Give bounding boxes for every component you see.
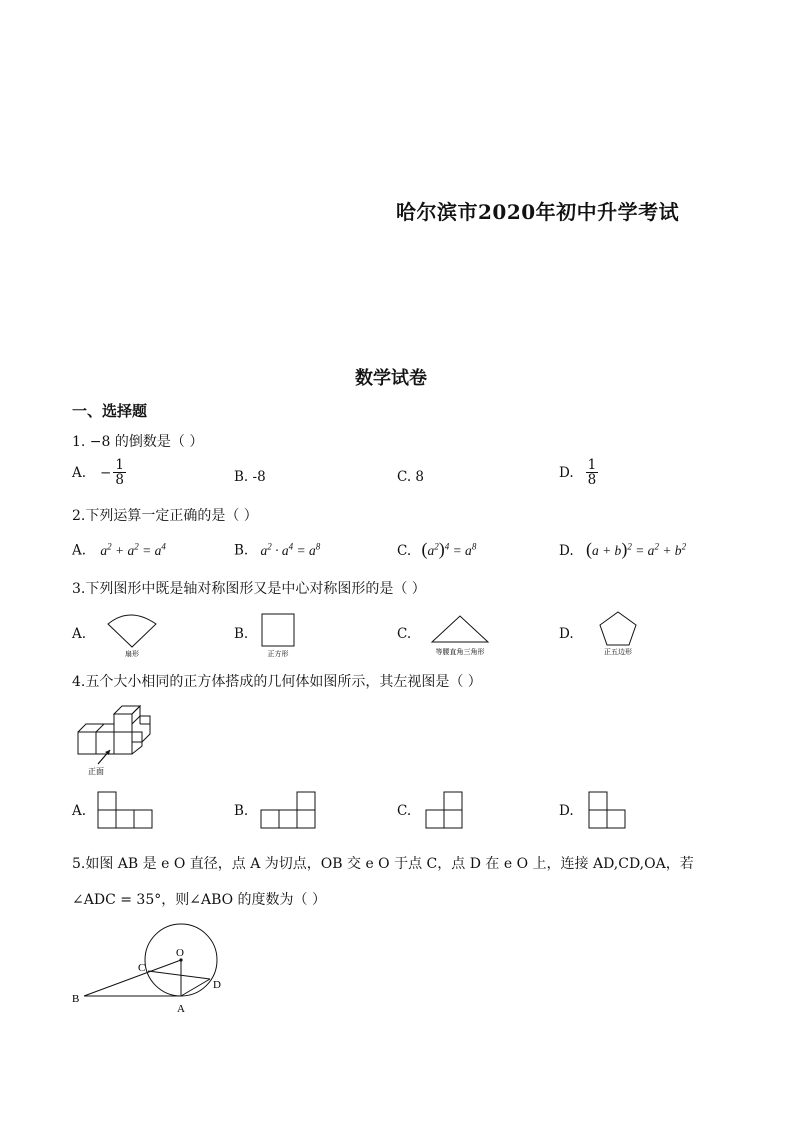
q2-option-a-label: A. [72, 542, 87, 559]
q2-option-d-expr: $(a + b)^2 = a^2 + b^2$ [585, 539, 687, 559]
question-2-stem: 2.下列运算一定正确的是（ ） [72, 508, 258, 524]
paper-title: 数学试卷 [355, 368, 427, 389]
question-3-stem: 3.下列图形中既是轴对称图形又是中心对称图形的是（ ） [72, 581, 426, 597]
q3-option-a-label[interactable]: A. [72, 626, 87, 642]
q2-option-b-label: B. [234, 542, 249, 559]
q3-option-c-label[interactable]: C. [397, 626, 412, 642]
q1-option-d-fraction [586, 458, 599, 487]
regular-pentagon-figure [590, 608, 646, 658]
q2-option-c-label: C. [397, 543, 412, 559]
q2-option-a-expr: $a^2 + a^2 = a^4$ [100, 541, 166, 558]
pentagon-caption: 正五边形 [604, 648, 632, 656]
question-1-stem: 1. −8 的倒数是（ ） [72, 434, 204, 450]
question-5-line-1: 5.如图 AB 是 e O 直径，点 A 为切点，OB 交 e O 于点 C，点 D 在 e O 上，连接 AD,CD,OA，若 [72, 856, 694, 872]
q2-option-d-label: D. [559, 543, 574, 559]
q4-option-a-label[interactable]: A. [72, 803, 87, 819]
sector-figure [100, 610, 170, 658]
q1-option-a[interactable] [72, 458, 128, 487]
q4-option-a-view [96, 790, 156, 830]
q3-option-d-label[interactable]: D. [559, 626, 574, 642]
q3-option-b-label[interactable]: B. [234, 626, 249, 642]
q2-option-b[interactable] [234, 541, 320, 559]
q4-option-b-view [259, 790, 319, 830]
square-figure [254, 610, 304, 658]
q1-a-numerator: 1 [115, 457, 124, 473]
q1-option-d-label: D. [559, 464, 574, 481]
sector-caption: 扇形 [125, 650, 139, 658]
q1-a-denominator: 8 [115, 472, 124, 489]
section-title: 一、选择题 [72, 402, 148, 420]
q4-option-b-label[interactable]: B. [234, 803, 249, 819]
q4-option-c-view [424, 790, 466, 830]
point-b-label: B [72, 993, 80, 1005]
q2-option-d[interactable] [559, 539, 686, 560]
q2-option-b-expr: $a^2 \cdot a^4 = a^8$ [260, 541, 321, 558]
q4-option-d-label[interactable]: D. [559, 803, 574, 819]
q1-d-numerator: 1 [587, 457, 597, 473]
point-c-label: C [138, 962, 146, 974]
isosceles-right-triangle-figure [424, 608, 496, 658]
q2-option-c[interactable] [397, 539, 476, 560]
question-5-line-2: ∠ADC = 35°，则∠ABO 的度数为（ ） [72, 892, 326, 908]
q1-option-c[interactable]: C. 8 [397, 469, 425, 485]
q4-option-d-view [587, 790, 629, 830]
front-view-label: 正面 [88, 767, 104, 776]
q2-option-c-expr: $(a^2)^4 = a^8$ [421, 539, 477, 559]
q1-option-a-sign: − [100, 464, 112, 481]
exam-title: 哈尔滨市2020年初中升学考试 [396, 200, 680, 224]
q1-option-d[interactable] [559, 458, 600, 487]
circle-tangent-figure [66, 922, 236, 1022]
cube-solid-figure [72, 700, 162, 776]
q1-option-a-label: A. [72, 464, 87, 481]
square-caption: 正方形 [267, 650, 289, 658]
q1-option-a-fraction [113, 458, 126, 487]
q2-option-a[interactable] [72, 541, 166, 559]
point-d-label: D [213, 979, 221, 991]
question-4-stem: 4.五个大小相同的正方体搭成的几何体如图所示，其左视图是（ ） [72, 674, 482, 690]
q1-option-b[interactable]: B. -8 [234, 469, 266, 485]
triangle-caption: 等腰直角三角形 [435, 648, 485, 656]
point-o-label: O [176, 947, 184, 959]
q1-d-denominator: 8 [587, 472, 597, 489]
point-a-label: A [177, 1003, 185, 1015]
q4-option-c-label[interactable]: C. [397, 803, 412, 819]
